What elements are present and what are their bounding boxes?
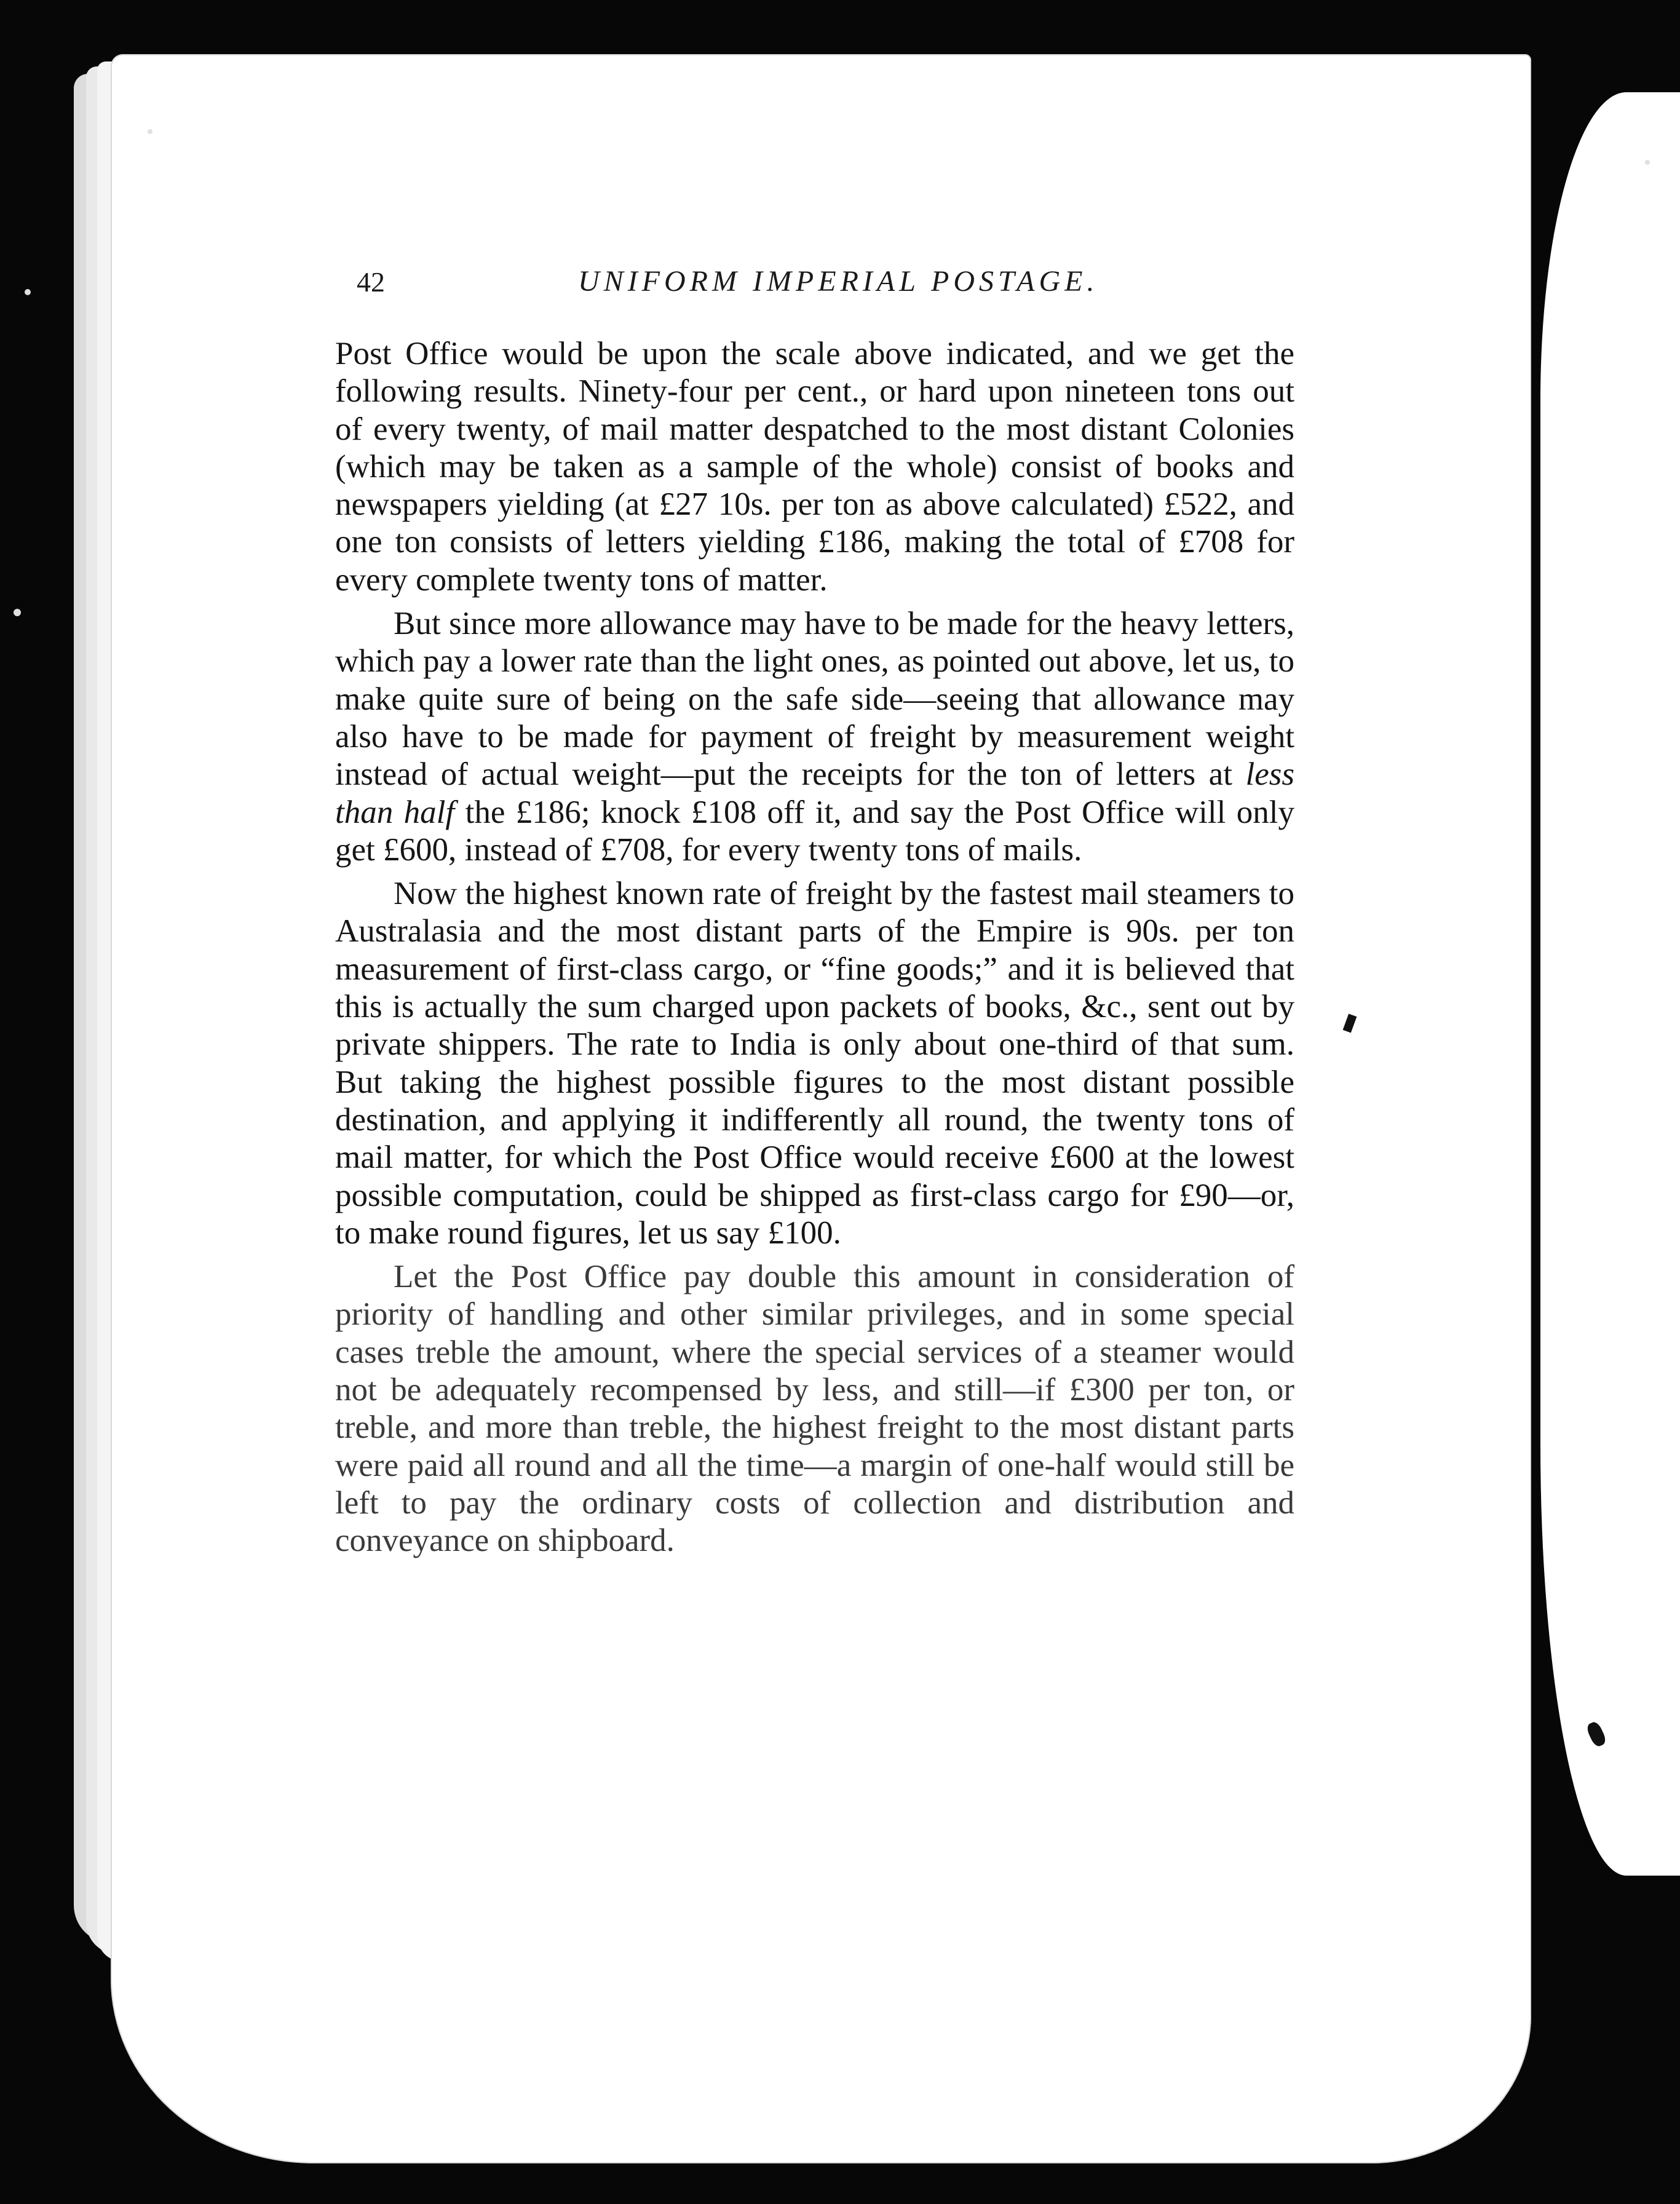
page-number: 42 — [357, 266, 385, 298]
running-head: UNIFORM IMPERIAL POSTAGE. — [578, 265, 1099, 298]
body-text — [335, 335, 1294, 1560]
paragraph: But since more allowance may have to be made for the heavy letters, which pay a lower rate than the light ones, as pointed out above, let us, to make quite sure of being on the safe side—seeing that allowance may also have to be made for payment of freight by measurement weight instead of actual weight—put the receipts for the ton of letters at less than half the £186; knock £108 off it, and say the Post Office will only get £600, instead of £708, for every twenty tons of mails. — [335, 606, 1294, 868]
italic-phrase: less than half — [335, 756, 1294, 830]
paragraph: Now the highest known rate of freight by the fastest mail steamers to Australasia and the most distant parts of the Empire is 90s. per ton measurement of first-class cargo, or “fine goods;” and it is believed that this is actually the sum charged upon packets of books, &c., sent out by private shippers. The rate to India is only about one-third of that sum. But taking the highest possible figures to the most distant possible destination, and applying it indifferently all round, the twenty tons of mail matter, for which the Post Office would receive £600 at the lowest possible computation, could be shipped as first-class cargo for £90—or, to make round figures, let us say £100. — [335, 876, 1294, 1251]
paragraph: Let the Post Office pay double this amount in consideration of priority of handling and other similar privileges, and in some special cases treble the amount, where the special services of a steamer would not be adequately recompensed by less, and still—if £300 per ton, or treble, and more than treble, the highest freight to the most distant parts were paid all round and all the time—a margin of one-half would still be left to pay the ordinary costs of collection and distribution and conveyance on shipboard. — [335, 1259, 1294, 1559]
dust-speck — [25, 289, 31, 295]
adjacent-page-edge — [1540, 92, 1680, 1876]
dust-speck — [14, 609, 21, 616]
page-header — [357, 264, 1414, 314]
dust-speck — [148, 129, 153, 134]
dust-speck — [1645, 160, 1650, 165]
paragraph: Post Office would be upon the scale above indicated, and we get the following results. Ninety-four per cent., or hard upon nineteen tons out of every twenty, of mail matter despatched to the most distant Colonies (which may be taken as a sample of the whole) consist of books and newspapers yielding (at £27 10s. per ton as above calculated) £522, and one ton consists of letters yielding £186, making the total of £708 for every complete twenty tons of matter. — [335, 336, 1294, 598]
